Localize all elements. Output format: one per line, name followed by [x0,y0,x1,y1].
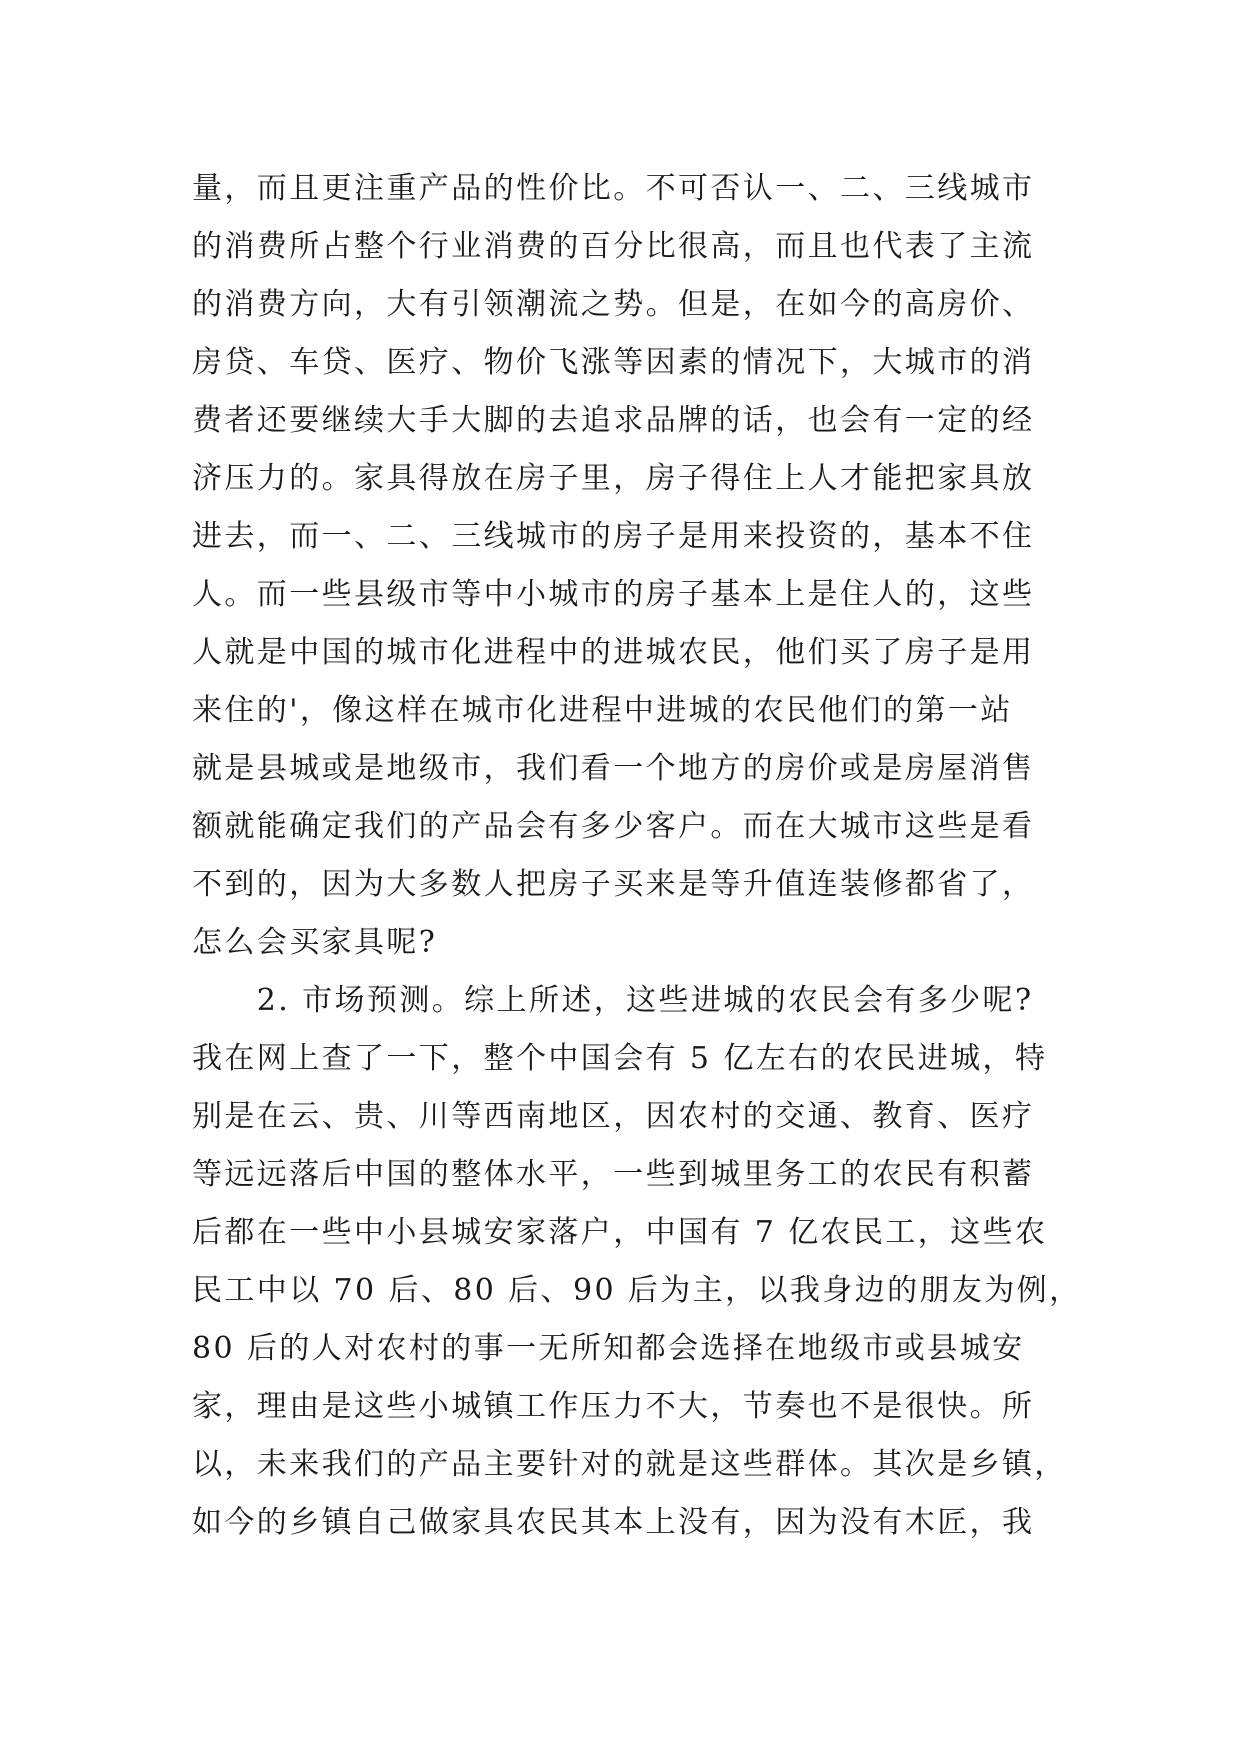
text-line: 家，理由是这些小城镇工作压力不大，节奏也不是很快。所 [192,1389,1035,1424]
text-line: 额就能确定我们的产品会有多少客户。而在大城市这些是看 [192,809,1035,844]
text-line: 我在网上查了一下，整个中国会有 5 亿左右的农民进城，特 [192,1041,1048,1076]
text-line: 后都在一些中小县城安家落户，中国有 7 亿农民工，这些农 [192,1215,1048,1250]
body-text [192,160,1082,1552]
text-line: 就是县城或是地级市，我们看一个地方的房价或是房屋消售 [192,751,1035,786]
text-line: 济压力的。家具得放在房子里，房子得住上人才能把家具放 [192,461,1035,496]
text-line: 等远远落后中国的整体水平，一些到城里务工的农民有积蓄 [192,1157,1035,1192]
paragraph-start-line: 2. 市场预测。综上所述，这些进城的农民会有多少呢? [192,983,1034,1018]
text-line: 人。而一些县级市等中小城市的房子基本上是住人的，这些 [192,577,1035,612]
text-line: 量，而且更注重产品的性价比。不可否认一、二、三线城市 [192,171,1035,206]
text-line: 别是在云、贵、川等西南地区，因农村的交通、教育、医疗 [192,1099,1035,1134]
text-line: 不到的，因为大多数人把房子买来是等升值连装修都省了， [192,867,1035,902]
text-line: 进去，而一、二、三线城市的房子是用来投资的，基本不住 [192,519,1035,554]
text-line: 以，未来我们的产品主要针对的就是这些群体。其次是乡镇， [192,1447,1067,1482]
text-line: 的消费所占整个行业消费的百分比很高，而且也代表了主流 [192,229,1035,264]
text-line: 怎么会买家具呢? [192,925,438,960]
text-line: 房贷、车贷、医疗、物价飞涨等因素的情况下，大城市的消 [192,345,1035,380]
text-line: 如今的乡镇自己做家具农民其本上没有，因为没有木匠，我 [192,1505,1035,1540]
text-line: 来住的'，像这样在城市化进程中进城的农民他们的第一站 [192,693,1013,728]
text-line: 费者还要继续大手大脚的去追求品牌的话，也会有一定的经 [192,403,1035,438]
text-line: 的消费方向，大有引领潮流之势。但是，在如今的高房价、 [192,287,1035,322]
text-line: 80 后的人对农村的事一无所知都会选择在地级市或县城安 [192,1331,1025,1366]
text-line: 人就是中国的城市化进程中的进城农民，他们买了房子是用 [192,635,1035,670]
text-line: 民工中以 70 后、80 后、90 后为主，以我身边的朋友为例， [192,1273,1082,1308]
